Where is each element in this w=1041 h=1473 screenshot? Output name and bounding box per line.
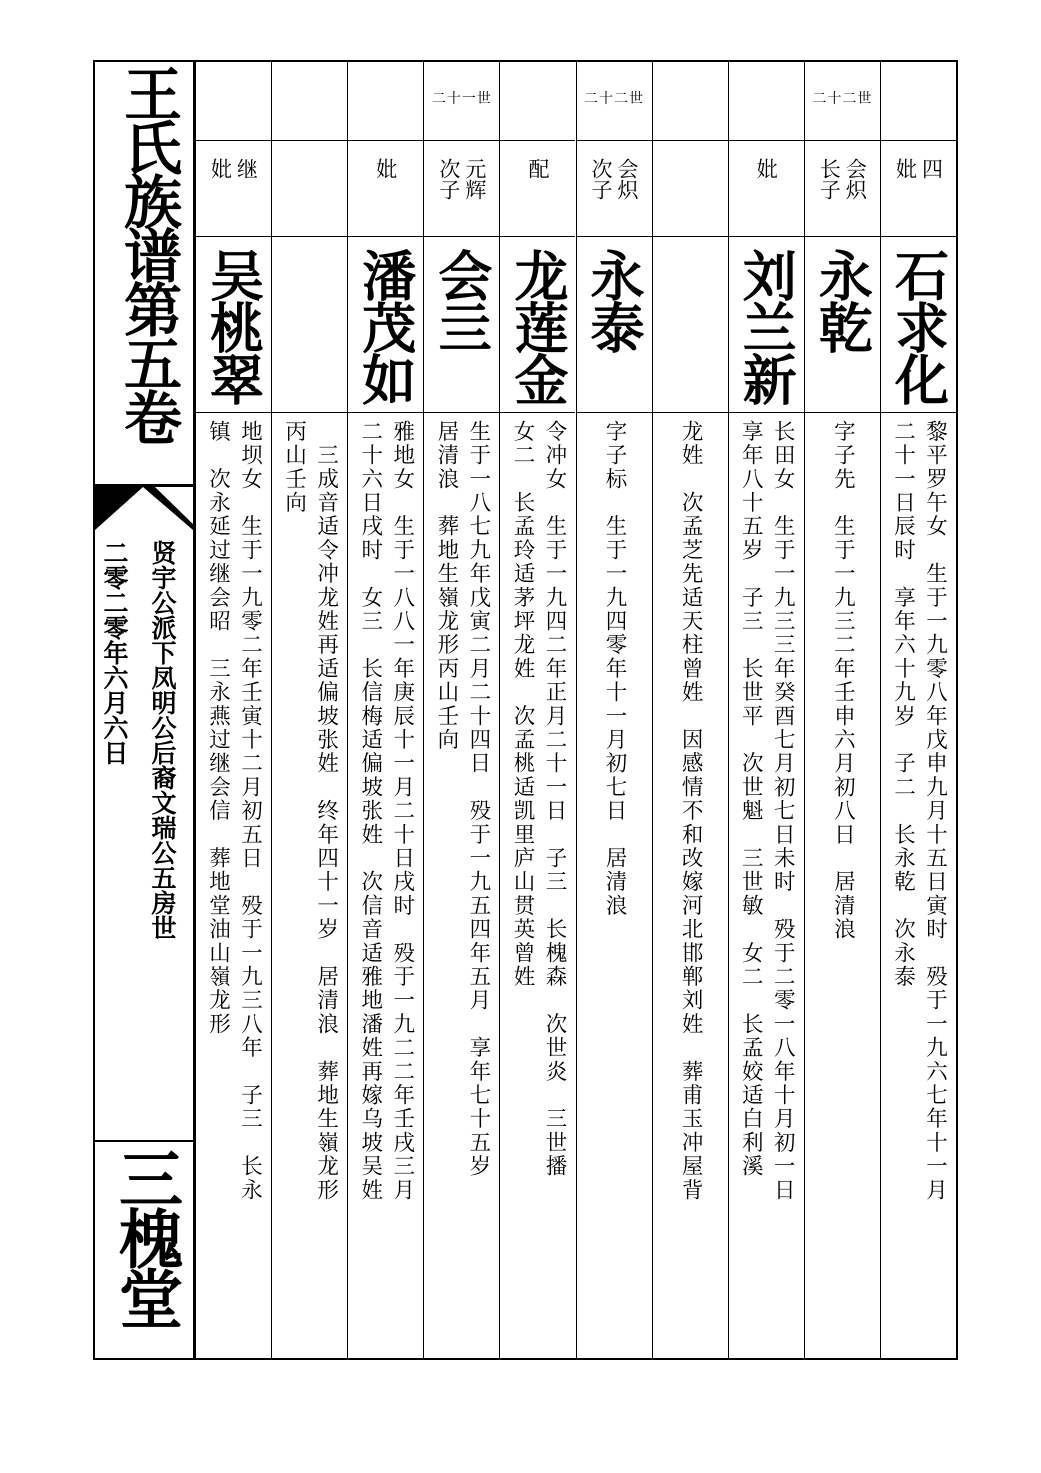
relation-label: 妣 (754, 158, 779, 179)
person-column (195, 62, 271, 1358)
generation-cell (805, 62, 880, 141)
generation-cell (424, 62, 499, 141)
relation-label: 会炽 长子 (817, 158, 868, 200)
biography-text: 长田女 生于一九三三年癸酉七月初七日未时 殁于二零一八年十月初一日 享年八十五岁 子三 长世平 次世魁 三世敏 女二 长孟姣适白利溪 (738, 420, 796, 1203)
title-strip (95, 62, 195, 1358)
name-cell (577, 236, 652, 413)
relation-cell (272, 140, 347, 237)
name-cell (729, 236, 804, 413)
person-name: 石求化 (886, 248, 951, 404)
person-name: 吴桃翠 (201, 248, 266, 404)
relation-label: 继 妣 (208, 158, 259, 179)
name-cell (653, 236, 728, 413)
person-name: 会亖 (429, 248, 494, 352)
relation-cell (424, 140, 499, 237)
person-column (347, 62, 423, 1358)
person-column (728, 62, 804, 1358)
date-line: 二零二零年六月六日 (100, 540, 129, 765)
generation-cell (729, 62, 804, 141)
relation-cell (577, 140, 652, 237)
biography-text: 生于一八七九年戊寅二月二十四日 殁于一九五四年五月 享年七十五岁 居清浪 葬地生嶺龙形丙山壬向 (433, 420, 491, 1179)
generation-label: 二十二世 (812, 91, 873, 107)
biography-text: 字子先 生于一九三二年壬申六月初八日 居清浪 (830, 420, 856, 942)
generation-cell (653, 62, 728, 141)
person-column (652, 62, 728, 1358)
relation-cell (500, 140, 575, 237)
person-column (271, 62, 347, 1358)
generation-cell (272, 62, 347, 141)
biography-text: 龙姓 次孟芝先适天柱曾姓 因感情不和改嫁河北邯郸刘姓 葬甫玉冲屋背 (678, 420, 704, 1203)
relation-label: 妣 (373, 158, 398, 179)
relation-label: 四 妣 (893, 158, 944, 179)
generation-cell (577, 62, 652, 141)
biography-text: 字子标 生于一九四零年十一月初七日 居清浪 (602, 420, 628, 918)
name-cell (424, 236, 499, 413)
generation-label: 二十二世 (584, 91, 645, 107)
hall-box (95, 1140, 193, 1358)
generation-cell (196, 62, 271, 141)
name-cell (805, 236, 880, 413)
relation-cell (348, 140, 423, 237)
biography-text: 令冲女 生于一九四二年正月二十一日 子三 长槐森 次世炎 三世播 女二 长孟玲适茅坪龙姓 次孟桃适凯里庐山贯英曾姓 (509, 420, 567, 1179)
relation-label: 元辉 次子 (436, 158, 487, 200)
generation-label: 二十一世 (431, 91, 492, 107)
person-column (576, 62, 652, 1358)
fish-tail-ornament-icon (95, 484, 193, 532)
person-name: 永泰 (582, 248, 647, 352)
name-cell (196, 236, 271, 413)
relation-cell (196, 140, 271, 237)
person-column (880, 62, 956, 1358)
book-title: 王氏族谱第五卷 (114, 64, 182, 442)
person-column (423, 62, 499, 1358)
person-name: 潘茂如 (353, 248, 418, 404)
generation-cell (348, 62, 423, 141)
person-name: 龙莲金 (505, 248, 570, 404)
relation-cell (653, 140, 728, 237)
relation-label: 会炽 次子 (589, 158, 640, 200)
generation-cell (500, 62, 575, 141)
name-cell (500, 236, 575, 413)
relation-cell (805, 140, 880, 237)
generation-cell (881, 62, 956, 141)
genealogy-page (93, 60, 958, 1360)
person-column (804, 62, 880, 1358)
relation-cell (881, 140, 956, 237)
name-cell (272, 236, 347, 413)
biography-text: 黎平罗午女 生于一九零八年戊申九月十五日寅时 殁于一九六七年十一月 二十一日辰时 享年六十九岁 子二 长永乾 次永泰 (890, 420, 948, 1203)
relation-label: 配 (525, 158, 550, 179)
biography-text: 地坝女 生于一九零二年壬寅十二月初五日 殁于一九三八年 子三 长永 镇 次永延过继会昭 三永燕过继会信 葬地堂油山嶺龙形 (205, 420, 263, 1203)
hall-name: 三槐堂 (108, 1146, 183, 1326)
relation-cell (729, 140, 804, 237)
biography-text: 雅地女 生于一八八一年庚辰十一月二十日戌时 殁于一九二二年壬戌三月 二十六日戌时 女三 长信梅适偏坡张姓 次信音适雅地潘姓再嫁乌坡吴姓 (357, 420, 415, 1203)
biography-text: 三成音适令冲龙姓再适偏坡张姓 终年四十一岁 居清浪 葬地生嶺龙形 丙山壬向 (281, 420, 339, 1203)
name-cell (881, 236, 956, 413)
person-name: 刘兰新 (734, 248, 799, 404)
name-cell (348, 236, 423, 413)
person-column (499, 62, 575, 1358)
person-name: 永乾 (810, 248, 875, 352)
branch-line: 贤宇公派下凤明公后裔文瑞公五房世 (148, 540, 177, 940)
